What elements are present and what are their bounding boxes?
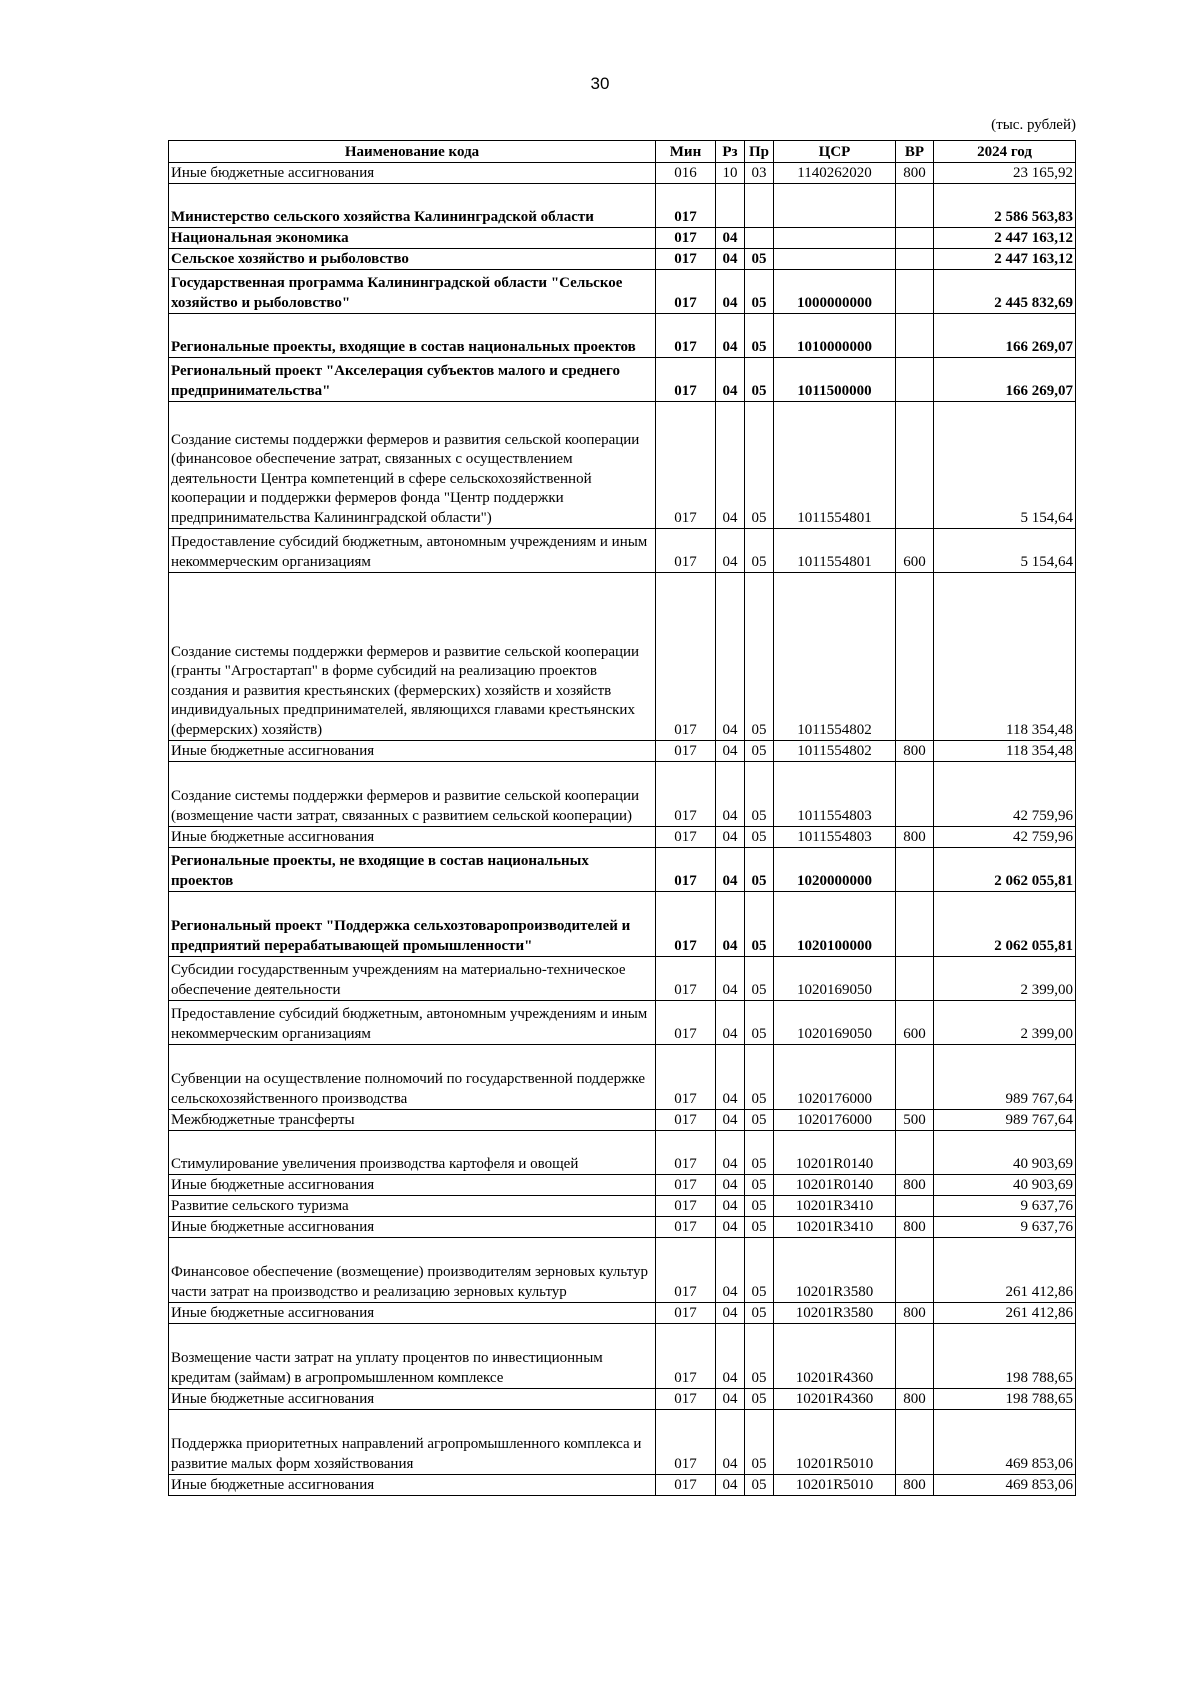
- cell-rz: 04: [716, 358, 745, 402]
- cell-vr: [896, 848, 934, 892]
- cell-rz: 04: [716, 827, 745, 848]
- table-row: [169, 573, 1076, 741]
- table-row: [169, 1131, 1076, 1175]
- cell-sum: 166 269,07: [934, 314, 1076, 358]
- cell-sum: 2 399,00: [934, 957, 1076, 1001]
- cell-rz: 04: [716, 1475, 745, 1496]
- cell-rz: 04: [716, 1303, 745, 1324]
- cell-csr: 10201R5010: [774, 1475, 896, 1496]
- cell-rz: 04: [716, 228, 745, 249]
- cell-sum: 118 354,48: [934, 573, 1076, 741]
- cell-min: 017: [656, 1131, 716, 1175]
- cell-vr: 800: [896, 1389, 934, 1410]
- cell-min: 017: [656, 1175, 716, 1196]
- cell-min: 017: [656, 1324, 716, 1389]
- cell-csr: 1010000000: [774, 314, 896, 358]
- cell-rz: 04: [716, 1217, 745, 1238]
- cell-vr: [896, 228, 934, 249]
- cell-min: 017: [656, 1001, 716, 1045]
- cell-rz: 04: [716, 892, 745, 957]
- cell-min: 017: [656, 892, 716, 957]
- cell-min: 017: [656, 1475, 716, 1496]
- cell-csr: [774, 228, 896, 249]
- cell-name: Иные бюджетные ассигнования: [169, 1475, 656, 1496]
- table-row: [169, 827, 1076, 848]
- cell-name: Региональные проекты, не входящие в состав национальных проектов: [169, 848, 656, 892]
- cell-csr: [774, 184, 896, 228]
- table-row: [169, 1110, 1076, 1131]
- table-row: [169, 1389, 1076, 1410]
- cell-vr: 800: [896, 827, 934, 848]
- cell-pr: 05: [745, 314, 774, 358]
- cell-rz: [716, 184, 745, 228]
- table-row: [169, 1410, 1076, 1475]
- cell-sum: 198 788,65: [934, 1324, 1076, 1389]
- cell-name: Предоставление субсидий бюджетным, автономным учреждениям и иным некоммерческим организациям: [169, 529, 656, 573]
- cell-name: Иные бюджетные ассигнования: [169, 1389, 656, 1410]
- cell-sum: 166 269,07: [934, 358, 1076, 402]
- cell-rz: 04: [716, 1131, 745, 1175]
- cell-name: Субсидии государственным учреждениям на материально-техническое обеспечение деятельности: [169, 957, 656, 1001]
- cell-vr: [896, 1131, 934, 1175]
- cell-csr: 1011554801: [774, 402, 896, 529]
- cell-sum: 40 903,69: [934, 1175, 1076, 1196]
- table-row: [169, 892, 1076, 957]
- cell-name: Развитие сельского туризма: [169, 1196, 656, 1217]
- table-row: [169, 1217, 1076, 1238]
- cell-name: Сельское хозяйство и рыболовство: [169, 249, 656, 270]
- cell-sum: 5 154,64: [934, 402, 1076, 529]
- cell-name: Предоставление субсидий бюджетным, автономным учреждениям и иным некоммерческим организациям: [169, 1001, 656, 1045]
- cell-vr: [896, 249, 934, 270]
- cell-sum: 5 154,64: [934, 529, 1076, 573]
- cell-rz: 04: [716, 314, 745, 358]
- cell-vr: [896, 1045, 934, 1110]
- cell-vr: [896, 1238, 934, 1303]
- cell-name: Возмещение части затрат на уплату процентов по инвестиционным кредитам (займам) в агропромышленном комплексе: [169, 1324, 656, 1389]
- cell-name: Иные бюджетные ассигнования: [169, 827, 656, 848]
- cell-min: 017: [656, 1238, 716, 1303]
- cell-rz: 04: [716, 249, 745, 270]
- cell-csr: 1020169050: [774, 1001, 896, 1045]
- cell-min: 017: [656, 1196, 716, 1217]
- cell-sum: 42 759,96: [934, 762, 1076, 827]
- cell-vr: 500: [896, 1110, 934, 1131]
- header-sum: 2024 год: [934, 141, 1076, 163]
- cell-pr: 05: [745, 249, 774, 270]
- cell-csr: 10201R3580: [774, 1303, 896, 1324]
- cell-vr: 800: [896, 1475, 934, 1496]
- cell-vr: [896, 402, 934, 529]
- cell-rz: 04: [716, 402, 745, 529]
- cell-csr: 10201R5010: [774, 1410, 896, 1475]
- cell-rz: 04: [716, 1196, 745, 1217]
- cell-pr: 05: [745, 762, 774, 827]
- cell-rz: 04: [716, 1045, 745, 1110]
- cell-rz: 04: [716, 1324, 745, 1389]
- cell-sum: 261 412,86: [934, 1238, 1076, 1303]
- cell-csr: 10201R3410: [774, 1196, 896, 1217]
- cell-vr: [896, 270, 934, 314]
- cell-min: 017: [656, 741, 716, 762]
- cell-csr: 1020176000: [774, 1110, 896, 1131]
- cell-vr: 600: [896, 529, 934, 573]
- cell-vr: 800: [896, 1303, 934, 1324]
- table-row: [169, 249, 1076, 270]
- cell-min: 017: [656, 848, 716, 892]
- table-row: [169, 314, 1076, 358]
- cell-name: Иные бюджетные ассигнования: [169, 163, 656, 184]
- cell-pr: 05: [745, 1175, 774, 1196]
- cell-sum: 23 165,92: [934, 163, 1076, 184]
- cell-min: 017: [656, 270, 716, 314]
- page-number: 30: [590, 74, 610, 93]
- cell-rz: 04: [716, 270, 745, 314]
- cell-csr: 1020176000: [774, 1045, 896, 1110]
- cell-min: 017: [656, 1045, 716, 1110]
- header-vr: ВР: [896, 141, 934, 163]
- table-row: [169, 184, 1076, 228]
- cell-csr: 10201R3580: [774, 1238, 896, 1303]
- cell-csr: 1020000000: [774, 848, 896, 892]
- cell-pr: 05: [745, 1001, 774, 1045]
- table-row: [169, 957, 1076, 1001]
- cell-pr: 05: [745, 1045, 774, 1110]
- cell-name: Создание системы поддержки фермеров и развития сельской кооперации (финансовое обеспечение затрат, связанных с осуществлением деятельности Центра компетенций в сфере сельскохозяйственной кооперации и поддержки фермеров фонда "Центр поддержки предпринимательства Калининградской области"): [169, 402, 656, 529]
- cell-vr: 600: [896, 1001, 934, 1045]
- header-csr: ЦСР: [774, 141, 896, 163]
- cell-min: 017: [656, 1110, 716, 1131]
- cell-rz: 04: [716, 529, 745, 573]
- cell-vr: [896, 1410, 934, 1475]
- cell-pr: 05: [745, 741, 774, 762]
- cell-pr: 05: [745, 1196, 774, 1217]
- cell-vr: [896, 314, 934, 358]
- cell-name: Создание системы поддержки фермеров и развитие сельской кооперации (возмещение части затрат, связанных с развитием сельской кооперации): [169, 762, 656, 827]
- cell-name: Стимулирование увеличения производства картофеля и овощей: [169, 1131, 656, 1175]
- table-row: [169, 762, 1076, 827]
- cell-name: Иные бюджетные ассигнования: [169, 1303, 656, 1324]
- cell-csr: [774, 249, 896, 270]
- cell-vr: [896, 762, 934, 827]
- cell-csr: 1011554802: [774, 573, 896, 741]
- cell-sum: 989 767,64: [934, 1110, 1076, 1131]
- cell-min: 017: [656, 573, 716, 741]
- cell-name: Региональные проекты, входящие в состав национальных проектов: [169, 314, 656, 358]
- cell-pr: 05: [745, 1238, 774, 1303]
- cell-sum: 2 062 055,81: [934, 892, 1076, 957]
- cell-sum: 9 637,76: [934, 1196, 1076, 1217]
- cell-name: Министерство сельского хозяйства Калининградской области: [169, 184, 656, 228]
- cell-vr: [896, 573, 934, 741]
- table-row: [169, 1175, 1076, 1196]
- cell-min: 017: [656, 762, 716, 827]
- header-min: Мин: [656, 141, 716, 163]
- cell-rz: 04: [716, 957, 745, 1001]
- cell-pr: 05: [745, 1217, 774, 1238]
- table-header-row: [169, 141, 1076, 163]
- cell-pr: 05: [745, 1389, 774, 1410]
- cell-csr: 1000000000: [774, 270, 896, 314]
- cell-min: 016: [656, 163, 716, 184]
- cell-sum: 469 853,06: [934, 1475, 1076, 1496]
- cell-vr: 800: [896, 1217, 934, 1238]
- cell-rz: 10: [716, 163, 745, 184]
- cell-min: 017: [656, 529, 716, 573]
- cell-name: Финансовое обеспечение (возмещение) производителям зерновых культур части затрат на производство и реализацию зерновых культур: [169, 1238, 656, 1303]
- cell-pr: 03: [745, 163, 774, 184]
- cell-min: 017: [656, 827, 716, 848]
- header-name: Наименование кода: [169, 141, 656, 163]
- cell-pr: 05: [745, 402, 774, 529]
- cell-sum: 469 853,06: [934, 1410, 1076, 1475]
- cell-min: 017: [656, 1303, 716, 1324]
- cell-min: 017: [656, 957, 716, 1001]
- table-row: [169, 1324, 1076, 1389]
- cell-pr: 05: [745, 1110, 774, 1131]
- cell-rz: 04: [716, 1175, 745, 1196]
- cell-pr: 05: [745, 1303, 774, 1324]
- cell-min: 017: [656, 358, 716, 402]
- header-pr: Пр: [745, 141, 774, 163]
- cell-pr: 05: [745, 1131, 774, 1175]
- cell-sum: 2 447 163,12: [934, 228, 1076, 249]
- cell-pr: 05: [745, 1475, 774, 1496]
- cell-pr: 05: [745, 573, 774, 741]
- cell-csr: 1011554801: [774, 529, 896, 573]
- cell-sum: 2 447 163,12: [934, 249, 1076, 270]
- table-row: [169, 741, 1076, 762]
- cell-min: 017: [656, 1217, 716, 1238]
- cell-pr: 05: [745, 1324, 774, 1389]
- cell-vr: [896, 1196, 934, 1217]
- cell-vr: [896, 184, 934, 228]
- cell-pr: 05: [745, 529, 774, 573]
- cell-vr: [896, 358, 934, 402]
- cell-csr: 10201R0140: [774, 1175, 896, 1196]
- cell-min: 017: [656, 228, 716, 249]
- cell-sum: 261 412,86: [934, 1303, 1076, 1324]
- cell-name: Межбюджетные трансферты: [169, 1110, 656, 1131]
- cell-min: 017: [656, 184, 716, 228]
- cell-min: 017: [656, 314, 716, 358]
- cell-rz: 04: [716, 1110, 745, 1131]
- cell-name: Создание системы поддержки фермеров и развитие сельской кооперации (гранты "Агростартап" в форме субсидий на реализацию проектов создания и развития крестьянских (фермерских) хозяйств и хозяйств индивидуальных предпринимателей, являющихся главами крестьянских (фермерских) хозяйств): [169, 573, 656, 741]
- table-row: [169, 163, 1076, 184]
- cell-csr: 1011500000: [774, 358, 896, 402]
- cell-csr: 1011554803: [774, 827, 896, 848]
- table-row: [169, 270, 1076, 314]
- cell-rz: 04: [716, 848, 745, 892]
- cell-pr: 05: [745, 957, 774, 1001]
- cell-vr: [896, 1324, 934, 1389]
- cell-csr: 1011554803: [774, 762, 896, 827]
- cell-csr: 1020169050: [774, 957, 896, 1001]
- cell-rz: 04: [716, 1389, 745, 1410]
- table-body: [169, 163, 1076, 1496]
- cell-sum: 2 445 832,69: [934, 270, 1076, 314]
- table-row: [169, 848, 1076, 892]
- cell-pr: 05: [745, 270, 774, 314]
- cell-csr: 1020100000: [774, 892, 896, 957]
- table-row: [169, 1475, 1076, 1496]
- table-row: [169, 529, 1076, 573]
- cell-name: Региональный проект "Поддержка сельхозтоваропроизводителей и предприятий перерабатывающей промышленности": [169, 892, 656, 957]
- cell-pr: 05: [745, 1410, 774, 1475]
- cell-name: Национальная экономика: [169, 228, 656, 249]
- table-row: [169, 1303, 1076, 1324]
- cell-rz: 04: [716, 573, 745, 741]
- cell-sum: 42 759,96: [934, 827, 1076, 848]
- cell-csr: 1011554802: [774, 741, 896, 762]
- table-row: [169, 1001, 1076, 1045]
- cell-vr: 800: [896, 163, 934, 184]
- cell-csr: 10201R4360: [774, 1324, 896, 1389]
- cell-sum: 2 062 055,81: [934, 848, 1076, 892]
- cell-rz: 04: [716, 762, 745, 827]
- cell-sum: 118 354,48: [934, 741, 1076, 762]
- cell-vr: [896, 892, 934, 957]
- cell-rz: 04: [716, 1001, 745, 1045]
- cell-sum: 9 637,76: [934, 1217, 1076, 1238]
- cell-sum: 40 903,69: [934, 1131, 1076, 1175]
- table-row: [169, 1238, 1076, 1303]
- cell-min: 017: [656, 1410, 716, 1475]
- unit-label: (тыс. рублей): [991, 117, 1076, 133]
- cell-name: Государственная программа Калининградской области "Сельское хозяйство и рыболовство": [169, 270, 656, 314]
- cell-pr: 05: [745, 358, 774, 402]
- cell-csr: 10201R0140: [774, 1131, 896, 1175]
- cell-min: 017: [656, 249, 716, 270]
- cell-pr: 05: [745, 827, 774, 848]
- table-row: [169, 402, 1076, 529]
- cell-pr: [745, 184, 774, 228]
- cell-name: Иные бюджетные ассигнования: [169, 741, 656, 762]
- cell-pr: 05: [745, 848, 774, 892]
- cell-rz: 04: [716, 741, 745, 762]
- table-row: [169, 1045, 1076, 1110]
- cell-rz: 04: [716, 1410, 745, 1475]
- cell-sum: 2 399,00: [934, 1001, 1076, 1045]
- cell-csr: 10201R4360: [774, 1389, 896, 1410]
- cell-name: Субвенции на осуществление полномочий по государственной поддержке сельскохозяйственного производства: [169, 1045, 656, 1110]
- budget-table: [168, 140, 1076, 1496]
- cell-vr: 800: [896, 741, 934, 762]
- cell-vr: 800: [896, 1175, 934, 1196]
- table-row: [169, 358, 1076, 402]
- cell-name: Региональный проект "Акселерация субъектов малого и среднего предпринимательства": [169, 358, 656, 402]
- header-rz: Рз: [716, 141, 745, 163]
- cell-sum: 2 586 563,83: [934, 184, 1076, 228]
- cell-rz: 04: [716, 1238, 745, 1303]
- table-row: [169, 228, 1076, 249]
- cell-pr: [745, 228, 774, 249]
- cell-min: 017: [656, 402, 716, 529]
- cell-csr: 1140262020: [774, 163, 896, 184]
- cell-pr: 05: [745, 892, 774, 957]
- cell-min: 017: [656, 1389, 716, 1410]
- cell-name: Иные бюджетные ассигнования: [169, 1175, 656, 1196]
- cell-vr: [896, 957, 934, 1001]
- table-row: [169, 1196, 1076, 1217]
- cell-name: Иные бюджетные ассигнования: [169, 1217, 656, 1238]
- cell-sum: 198 788,65: [934, 1389, 1076, 1410]
- cell-name: Поддержка приоритетных направлений агропромышленного комплекса и развитие малых форм хозяйствования: [169, 1410, 656, 1475]
- cell-csr: 10201R3410: [774, 1217, 896, 1238]
- cell-sum: 989 767,64: [934, 1045, 1076, 1110]
